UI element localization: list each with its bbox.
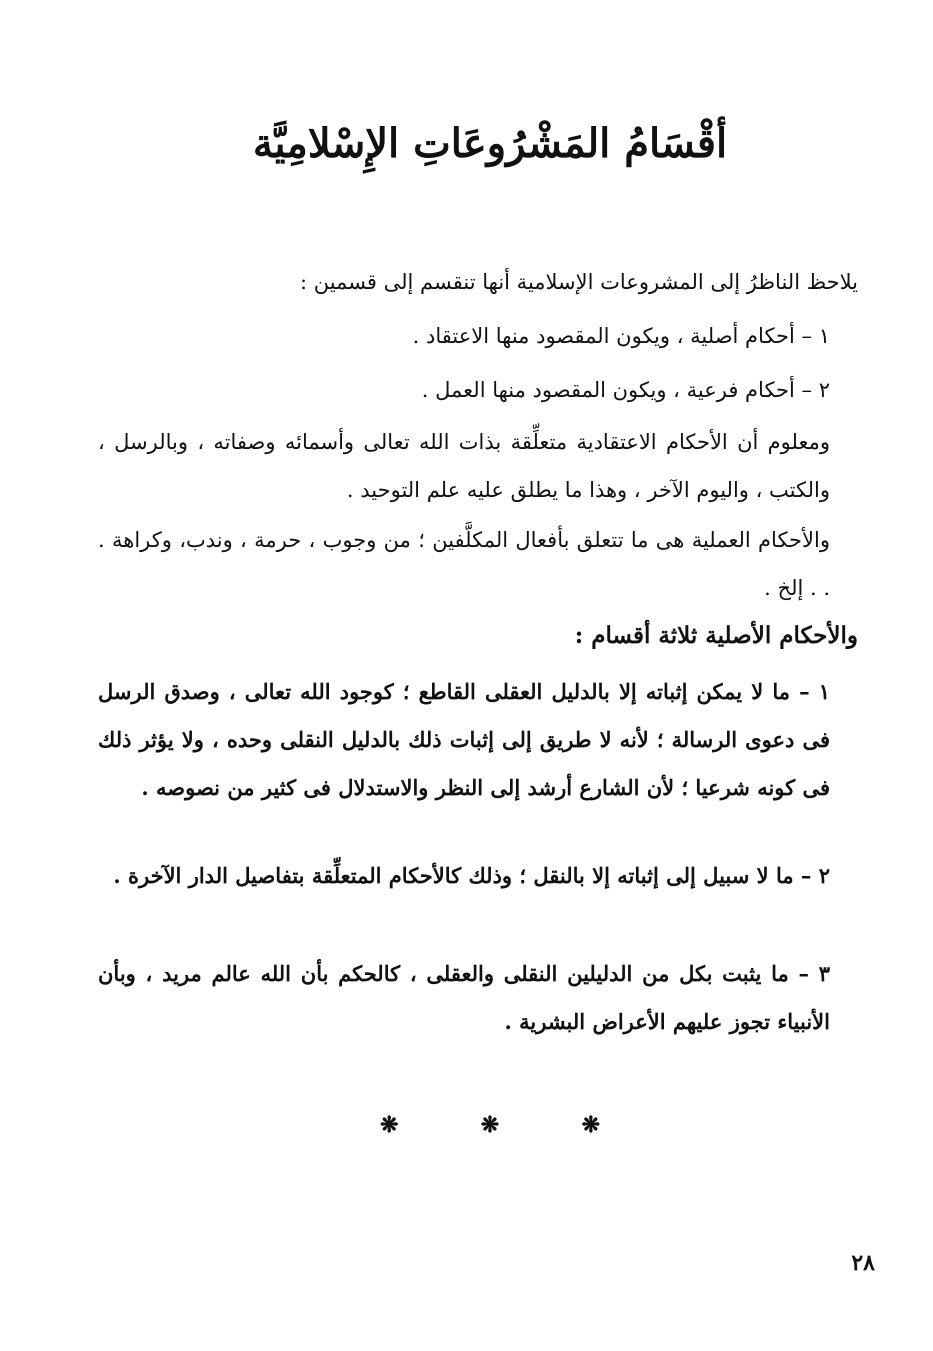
paragraph-belief-text: ومعلوم أن الأحكام الاعتقادية متعلِّقة بذات الله تعالى وأسمائه وصفاته ، وبالرسل ، والكتب ، واليوم الآخر ، وهذا ما يطلق عليه علم التوحيد . <box>98 430 830 502</box>
star-icon: ❋ <box>581 1112 600 1138</box>
star-icon: ❋ <box>480 1112 500 1138</box>
paragraph-practical-text: والأحكام العملية هى ما تتعلق بأفعال المكلَّفين ؛ من وجوب ، حرمة ، وندب، وكراهة . . . إلخ . <box>98 528 830 600</box>
star-icon: ❋ <box>380 1112 399 1138</box>
section-2 <box>98 852 858 900</box>
separator-stars <box>380 1112 600 1138</box>
section-1-text: ١ – ما لا يمكن إثباته إلا بالدليل العقلى القاطع ؛ كوجود الله تعالى ، وصدق الرسل فى دعوى الرسالة ؛ لأنه لا طريق إلى إثبات ذلك بالدليل النقلى وحده ، ولا يؤثر ذلك فى كونه شرعيا ؛ لأن الشارع أرشد إلى النظر والاستدلال فى كثير من نصوصه . <box>98 679 830 800</box>
section-heading: والأحكام الأصلية ثلاثة أقسام : <box>574 622 858 649</box>
paragraph-belief <box>98 418 858 514</box>
page-title: أقْسَامُ المَشْرُوعَاتِ الإِسْلامِيَّة <box>252 120 728 167</box>
intro-item-1: ١ – أحكام أصلية ، ويكون المقصود منها الاعتقاد . <box>412 324 830 348</box>
page-number: ٢٨ <box>851 1250 875 1276</box>
section-heading-block <box>98 612 858 660</box>
paragraph-practical <box>98 516 858 612</box>
intro-block <box>98 258 858 414</box>
section-3 <box>98 950 858 1046</box>
intro-line: يلاحظ الناظرُ إلى المشروعات الإسلامية أنها تنقسم إلى قسمين : <box>299 270 858 294</box>
section-1 <box>98 668 858 812</box>
intro-item-2: ٢ – أحكام فرعية ، ويكون المقصود منها العمل . <box>421 378 830 402</box>
section-3-text: ٣ – ما يثبت بكل من الدليلين النقلى والعقلى ، كالحكم بأن الله عالم مريد ، وبأن الأنبياء تجوز عليهم الأعراض البشرية . <box>98 961 830 1034</box>
section-2-text: ٢ – ما لا سبيل إلى إثباته إلا بالنقل ؛ وذلك كالأحكام المتعلِّقة بتفاصيل الدار الآخرة . <box>113 863 830 888</box>
